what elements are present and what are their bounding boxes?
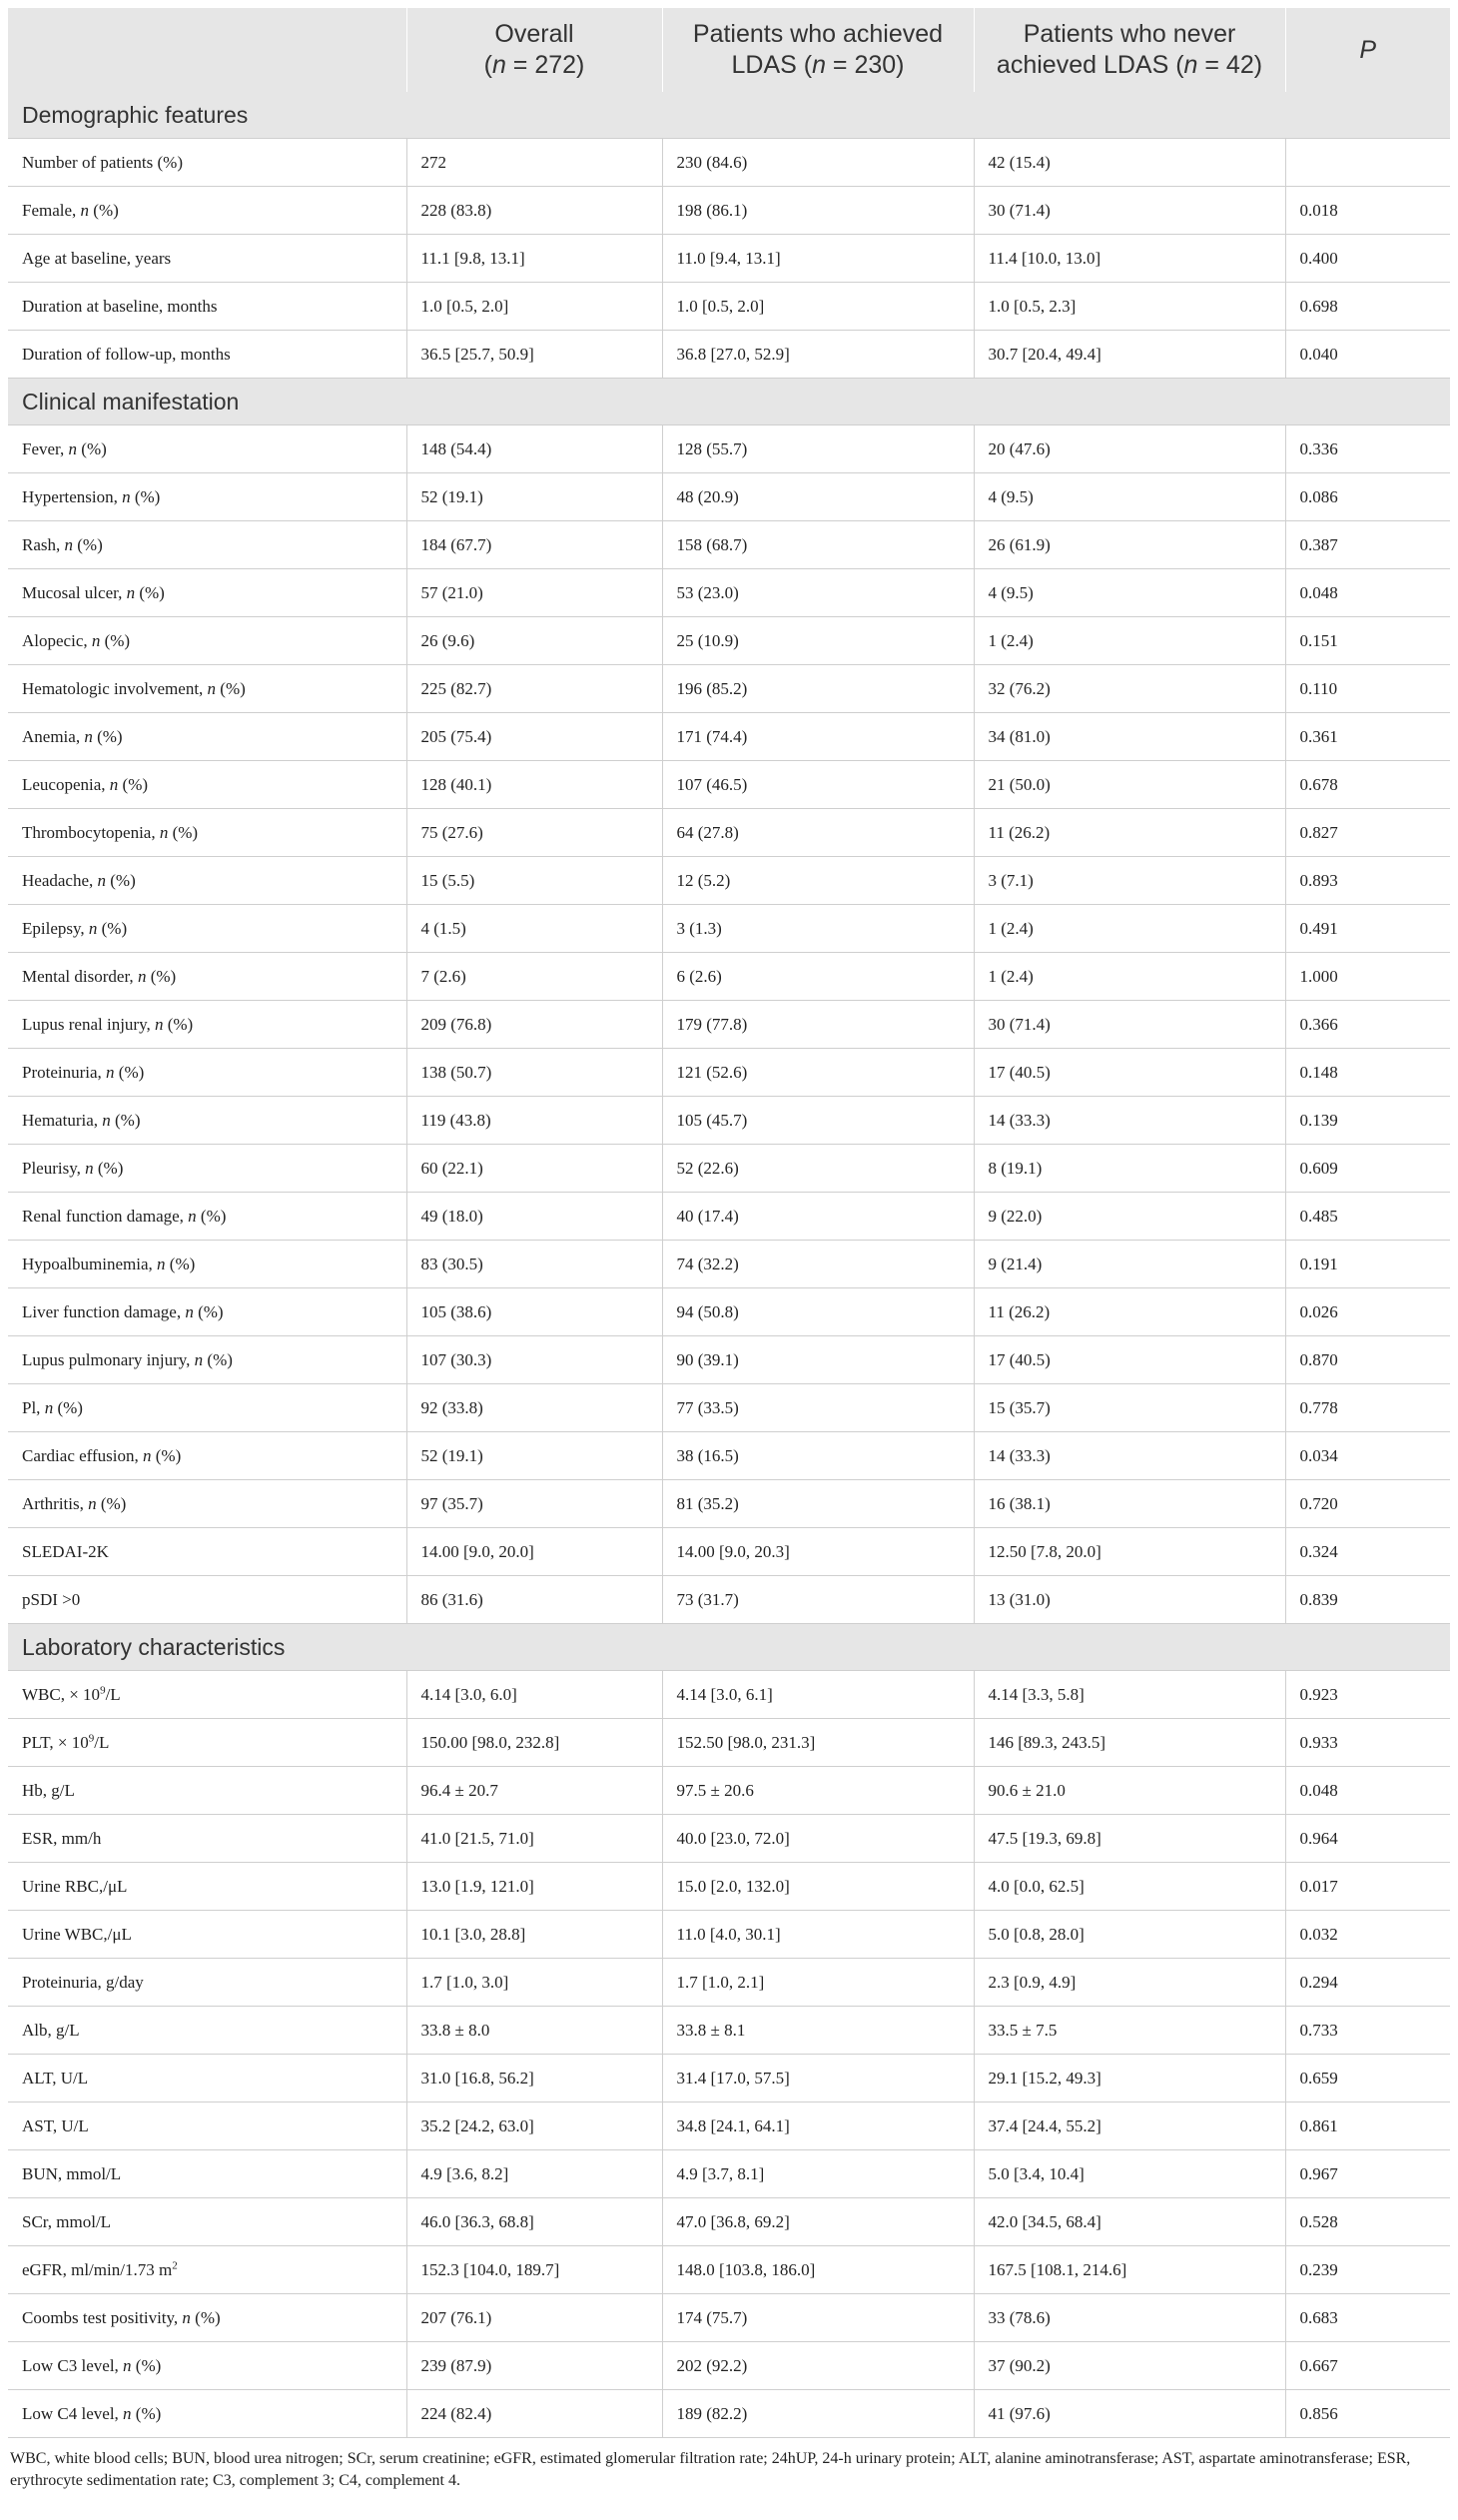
cell-p-value: 0.933 bbox=[1285, 1719, 1450, 1767]
cell-never-ldas: 42 (15.4) bbox=[974, 139, 1285, 187]
cell-never-ldas: 14 (33.3) bbox=[974, 1097, 1285, 1145]
section-header-row bbox=[8, 379, 1450, 425]
table-body bbox=[8, 92, 1450, 2438]
cell-overall: 33.8 ± 8.0 bbox=[406, 2007, 662, 2055]
table-row bbox=[8, 2102, 1450, 2150]
header-never-ldas: Patients who never achieved LDAS (n = 42) bbox=[974, 8, 1285, 92]
table-row bbox=[8, 2294, 1450, 2342]
cell-p-value: 0.026 bbox=[1285, 1288, 1450, 1336]
row-label: Arthritis, n (%) bbox=[8, 1480, 406, 1528]
cell-achieved-ldas: 6 (2.6) bbox=[662, 953, 974, 1001]
cell-overall: 225 (82.7) bbox=[406, 665, 662, 713]
cell-achieved-ldas: 25 (10.9) bbox=[662, 617, 974, 665]
cell-never-ldas: 3 (7.1) bbox=[974, 857, 1285, 905]
cell-overall: 26 (9.6) bbox=[406, 617, 662, 665]
cell-achieved-ldas: 40 (17.4) bbox=[662, 1193, 974, 1241]
cell-never-ldas: 16 (38.1) bbox=[974, 1480, 1285, 1528]
table-row bbox=[8, 857, 1450, 905]
table-row bbox=[8, 1097, 1450, 1145]
cell-overall: 119 (43.8) bbox=[406, 1097, 662, 1145]
section-title: Clinical manifestation bbox=[8, 379, 1450, 425]
table-row bbox=[8, 617, 1450, 665]
cell-overall: 35.2 [24.2, 63.0] bbox=[406, 2102, 662, 2150]
cell-overall: 128 (40.1) bbox=[406, 761, 662, 809]
cell-achieved-ldas: 52 (22.6) bbox=[662, 1145, 974, 1193]
cell-p-value: 0.387 bbox=[1285, 521, 1450, 569]
row-label: SLEDAI-2K bbox=[8, 1528, 406, 1576]
table-row bbox=[8, 473, 1450, 521]
cell-achieved-ldas: 73 (31.7) bbox=[662, 1576, 974, 1624]
cell-never-ldas: 4.0 [0.0, 62.5] bbox=[974, 1863, 1285, 1911]
cell-overall: 11.1 [9.8, 13.1] bbox=[406, 235, 662, 283]
table-row bbox=[8, 1193, 1450, 1241]
row-label: Rash, n (%) bbox=[8, 521, 406, 569]
cell-overall: 10.1 [3.0, 28.8] bbox=[406, 1911, 662, 1959]
row-label: Low C3 level, n (%) bbox=[8, 2342, 406, 2390]
cell-never-ldas: 4 (9.5) bbox=[974, 473, 1285, 521]
cell-achieved-ldas: 179 (77.8) bbox=[662, 1001, 974, 1049]
cell-p-value: 0.839 bbox=[1285, 1576, 1450, 1624]
row-label: Lupus renal injury, n (%) bbox=[8, 1001, 406, 1049]
cell-never-ldas: 13 (31.0) bbox=[974, 1576, 1285, 1624]
header-p-value: P bbox=[1285, 8, 1450, 92]
row-label: ESR, mm/h bbox=[8, 1815, 406, 1863]
table-row bbox=[8, 761, 1450, 809]
section-header-row bbox=[8, 92, 1450, 139]
cell-never-ldas: 37 (90.2) bbox=[974, 2342, 1285, 2390]
cell-overall: 184 (67.7) bbox=[406, 521, 662, 569]
row-label: Pl, n (%) bbox=[8, 1384, 406, 1432]
cell-achieved-ldas: 1.0 [0.5, 2.0] bbox=[662, 283, 974, 331]
row-label: Age at baseline, years bbox=[8, 235, 406, 283]
row-label: ALT, U/L bbox=[8, 2055, 406, 2102]
table-row bbox=[8, 1719, 1450, 1767]
header-overall: Overall (n = 272) bbox=[406, 8, 662, 92]
table-row bbox=[8, 1336, 1450, 1384]
cell-overall: 152.3 [104.0, 189.7] bbox=[406, 2246, 662, 2294]
row-label: Thrombocytopenia, n (%) bbox=[8, 809, 406, 857]
cell-achieved-ldas: 40.0 [23.0, 72.0] bbox=[662, 1815, 974, 1863]
cell-p-value: 0.366 bbox=[1285, 1001, 1450, 1049]
cell-p-value: 0.698 bbox=[1285, 283, 1450, 331]
cell-never-ldas: 146 [89.3, 243.5] bbox=[974, 1719, 1285, 1767]
table-row bbox=[8, 1049, 1450, 1097]
cell-achieved-ldas: 230 (84.6) bbox=[662, 139, 974, 187]
table-row bbox=[8, 2150, 1450, 2198]
row-label: Alopecic, n (%) bbox=[8, 617, 406, 665]
row-label: Proteinuria, n (%) bbox=[8, 1049, 406, 1097]
table-row bbox=[8, 2055, 1450, 2102]
cell-p-value: 0.528 bbox=[1285, 2198, 1450, 2246]
row-label: PLT, × $10^9/L$ bbox=[8, 1719, 406, 1767]
cell-achieved-ldas: 107 (46.5) bbox=[662, 761, 974, 809]
cell-p-value: 0.827 bbox=[1285, 809, 1450, 857]
cell-p-value: 0.923 bbox=[1285, 1671, 1450, 1719]
cell-achieved-ldas: 36.8 [27.0, 52.9] bbox=[662, 331, 974, 379]
cell-overall: 75 (27.6) bbox=[406, 809, 662, 857]
table-row bbox=[8, 2342, 1450, 2390]
row-label: Mucosal ulcer, n (%) bbox=[8, 569, 406, 617]
cell-p-value: 0.964 bbox=[1285, 1815, 1450, 1863]
cell-achieved-ldas: 81 (35.2) bbox=[662, 1480, 974, 1528]
cell-p-value: 0.110 bbox=[1285, 665, 1450, 713]
cell-p-value: 0.967 bbox=[1285, 2150, 1450, 2198]
cell-never-ldas: 14 (33.3) bbox=[974, 1432, 1285, 1480]
cell-never-ldas: 29.1 [15.2, 49.3] bbox=[974, 2055, 1285, 2102]
table-container bbox=[8, 8, 1450, 2492]
cell-never-ldas: 2.3 [0.9, 4.9] bbox=[974, 1959, 1285, 2007]
table-row bbox=[8, 1001, 1450, 1049]
cell-never-ldas: 8 (19.1) bbox=[974, 1145, 1285, 1193]
cell-never-ldas: 11.4 [10.0, 13.0] bbox=[974, 235, 1285, 283]
table-row bbox=[8, 1576, 1450, 1624]
table-row bbox=[8, 331, 1450, 379]
cell-overall: 86 (31.6) bbox=[406, 1576, 662, 1624]
cell-achieved-ldas: 12 (5.2) bbox=[662, 857, 974, 905]
cell-never-ldas: 42.0 [34.5, 68.4] bbox=[974, 2198, 1285, 2246]
cell-achieved-ldas: 128 (55.7) bbox=[662, 425, 974, 473]
row-label: Liver function damage, n (%) bbox=[8, 1288, 406, 1336]
cell-overall: 272 bbox=[406, 139, 662, 187]
cell-never-ldas: 1 (2.4) bbox=[974, 953, 1285, 1001]
row-label: Hematuria, n (%) bbox=[8, 1097, 406, 1145]
cell-never-ldas: 167.5 [108.1, 214.6] bbox=[974, 2246, 1285, 2294]
cell-overall: 150.00 [98.0, 232.8] bbox=[406, 1719, 662, 1767]
cell-p-value: 0.491 bbox=[1285, 905, 1450, 953]
cell-never-ldas: 20 (47.6) bbox=[974, 425, 1285, 473]
cell-overall: 224 (82.4) bbox=[406, 2390, 662, 2438]
row-label: Low C4 level, n (%) bbox=[8, 2390, 406, 2438]
table-row bbox=[8, 1863, 1450, 1911]
table-row bbox=[8, 713, 1450, 761]
cell-overall: 49 (18.0) bbox=[406, 1193, 662, 1241]
cell-p-value: 0.017 bbox=[1285, 1863, 1450, 1911]
row-label: Urine WBC,/μL bbox=[8, 1911, 406, 1959]
row-label: AST, U/L bbox=[8, 2102, 406, 2150]
cell-p-value: 0.086 bbox=[1285, 473, 1450, 521]
row-label: Pleurisy, n (%) bbox=[8, 1145, 406, 1193]
cell-achieved-ldas: 105 (45.7) bbox=[662, 1097, 974, 1145]
cell-p-value: 0.870 bbox=[1285, 1336, 1450, 1384]
cell-achieved-ldas: 31.4 [17.0, 57.5] bbox=[662, 2055, 974, 2102]
cell-overall: 205 (75.4) bbox=[406, 713, 662, 761]
cell-overall: 60 (22.1) bbox=[406, 1145, 662, 1193]
table-row bbox=[8, 569, 1450, 617]
cell-achieved-ldas: 11.0 [9.4, 13.1] bbox=[662, 235, 974, 283]
cell-achieved-ldas: 152.50 [98.0, 231.3] bbox=[662, 1719, 974, 1767]
cell-never-ldas: 15 (35.7) bbox=[974, 1384, 1285, 1432]
cell-never-ldas: 30 (71.4) bbox=[974, 1001, 1285, 1049]
cell-overall: 14.00 [9.0, 20.0] bbox=[406, 1528, 662, 1576]
row-label: Hb, g/L bbox=[8, 1767, 406, 1815]
table-row bbox=[8, 809, 1450, 857]
cell-overall: 46.0 [36.3, 68.8] bbox=[406, 2198, 662, 2246]
cell-achieved-ldas: 77 (33.5) bbox=[662, 1384, 974, 1432]
table-row bbox=[8, 953, 1450, 1001]
cell-never-ldas: 5.0 [0.8, 28.0] bbox=[974, 1911, 1285, 1959]
cell-overall: 96.4 ± 20.7 bbox=[406, 1767, 662, 1815]
cell-never-ldas: 11 (26.2) bbox=[974, 809, 1285, 857]
cell-achieved-ldas: 74 (32.2) bbox=[662, 1241, 974, 1288]
row-label: Anemia, n (%) bbox=[8, 713, 406, 761]
cell-overall: 15 (5.5) bbox=[406, 857, 662, 905]
cell-p-value: 0.861 bbox=[1285, 2102, 1450, 2150]
table-row bbox=[8, 2007, 1450, 2055]
cell-overall: 92 (33.8) bbox=[406, 1384, 662, 1432]
section-header-row bbox=[8, 1624, 1450, 1671]
cell-never-ldas: 30.7 [20.4, 49.4] bbox=[974, 331, 1285, 379]
cell-never-ldas: 32 (76.2) bbox=[974, 665, 1285, 713]
row-label: Renal function damage, n (%) bbox=[8, 1193, 406, 1241]
cell-never-ldas: 1 (2.4) bbox=[974, 905, 1285, 953]
cell-overall: 7 (2.6) bbox=[406, 953, 662, 1001]
cell-achieved-ldas: 148.0 [103.8, 186.0] bbox=[662, 2246, 974, 2294]
row-label: Female, n (%) bbox=[8, 187, 406, 235]
cell-never-ldas: 4.14 [3.3, 5.8] bbox=[974, 1671, 1285, 1719]
cell-achieved-ldas: 3 (1.3) bbox=[662, 905, 974, 953]
row-label: Hematologic involvement, n (%) bbox=[8, 665, 406, 713]
cell-achieved-ldas: 15.0 [2.0, 132.0] bbox=[662, 1863, 974, 1911]
row-label: Alb, g/L bbox=[8, 2007, 406, 2055]
cell-p-value: 0.667 bbox=[1285, 2342, 1450, 2390]
cell-p-value: 0.148 bbox=[1285, 1049, 1450, 1097]
header-achieved-ldas: Patients who achieved LDAS (n = 230) bbox=[662, 8, 974, 92]
cell-never-ldas: 33.5 ± 7.5 bbox=[974, 2007, 1285, 2055]
table-row bbox=[8, 2198, 1450, 2246]
cell-achieved-ldas: 64 (27.8) bbox=[662, 809, 974, 857]
cell-p-value: 0.400 bbox=[1285, 235, 1450, 283]
cell-never-ldas: 5.0 [3.4, 10.4] bbox=[974, 2150, 1285, 2198]
table-row bbox=[8, 521, 1450, 569]
cell-p-value: 0.609 bbox=[1285, 1145, 1450, 1193]
cell-overall: 13.0 [1.9, 121.0] bbox=[406, 1863, 662, 1911]
cell-overall: 57 (21.0) bbox=[406, 569, 662, 617]
table-row bbox=[8, 1241, 1450, 1288]
cell-p-value: 0.151 bbox=[1285, 617, 1450, 665]
cell-achieved-ldas: 189 (82.2) bbox=[662, 2390, 974, 2438]
table-row bbox=[8, 139, 1450, 187]
cell-achieved-ldas: 196 (85.2) bbox=[662, 665, 974, 713]
data-table bbox=[8, 8, 1450, 2438]
cell-p-value: 1.000 bbox=[1285, 953, 1450, 1001]
cell-achieved-ldas: 34.8 [24.1, 64.1] bbox=[662, 2102, 974, 2150]
cell-p-value: 0.048 bbox=[1285, 1767, 1450, 1815]
header-row bbox=[8, 8, 1450, 92]
cell-achieved-ldas: 198 (86.1) bbox=[662, 187, 974, 235]
cell-achieved-ldas: 48 (20.9) bbox=[662, 473, 974, 521]
cell-p-value: 0.659 bbox=[1285, 2055, 1450, 2102]
cell-overall: 1.7 [1.0, 3.0] bbox=[406, 1959, 662, 2007]
cell-p-value: 0.485 bbox=[1285, 1193, 1450, 1241]
cell-never-ldas: 11 (26.2) bbox=[974, 1288, 1285, 1336]
cell-p-value: 0.034 bbox=[1285, 1432, 1450, 1480]
cell-p-value: 0.893 bbox=[1285, 857, 1450, 905]
cell-overall: 207 (76.1) bbox=[406, 2294, 662, 2342]
cell-achieved-ldas: 97.5 ± 20.6 bbox=[662, 1767, 974, 1815]
row-label: Lupus pulmonary injury, n (%) bbox=[8, 1336, 406, 1384]
cell-p-value: 0.720 bbox=[1285, 1480, 1450, 1528]
cell-p-value: 0.018 bbox=[1285, 187, 1450, 235]
cell-overall: 52 (19.1) bbox=[406, 1432, 662, 1480]
cell-never-ldas: 47.5 [19.3, 69.8] bbox=[974, 1815, 1285, 1863]
cell-p-value: 0.191 bbox=[1285, 1241, 1450, 1288]
table-row bbox=[8, 2390, 1450, 2438]
cell-p-value: 0.139 bbox=[1285, 1097, 1450, 1145]
cell-never-ldas: 1.0 [0.5, 2.3] bbox=[974, 283, 1285, 331]
cell-achieved-ldas: 53 (23.0) bbox=[662, 569, 974, 617]
cell-p-value: 0.361 bbox=[1285, 713, 1450, 761]
row-label: SCr, mmol/L bbox=[8, 2198, 406, 2246]
cell-p-value: 0.733 bbox=[1285, 2007, 1450, 2055]
cell-never-ldas: 90.6 ± 21.0 bbox=[974, 1767, 1285, 1815]
cell-overall: 209 (76.8) bbox=[406, 1001, 662, 1049]
cell-achieved-ldas: 121 (52.6) bbox=[662, 1049, 974, 1097]
cell-achieved-ldas: 11.0 [4.0, 30.1] bbox=[662, 1911, 974, 1959]
cell-p-value: 0.683 bbox=[1285, 2294, 1450, 2342]
footnote: WBC, white blood cells; BUN, blood urea nitrogen; SCr, serum creatinine; eGFR, estimated glomerular filtration rate; 24hUP, 24-h urinary protein; ALT, alanine aminotransferase; AST, aspartate aminotransferase; ESR, erythrocyte sedimentation rate; C3, complement 3; C4, complement 4. bbox=[10, 2450, 1411, 2489]
row-label: eGFR, ml/min/1.73 $m^2$ bbox=[8, 2246, 406, 2294]
section-title: Laboratory characteristics bbox=[8, 1624, 1450, 1671]
cell-overall: 36.5 [25.7, 50.9] bbox=[406, 331, 662, 379]
cell-overall: 138 (50.7) bbox=[406, 1049, 662, 1097]
table-row bbox=[8, 1911, 1450, 1959]
row-label: WBC, × $10^9/L$ bbox=[8, 1671, 406, 1719]
cell-never-ldas: 12.50 [7.8, 20.0] bbox=[974, 1528, 1285, 1576]
cell-overall: 1.0 [0.5, 2.0] bbox=[406, 283, 662, 331]
cell-overall: 239 (87.9) bbox=[406, 2342, 662, 2390]
cell-never-ldas: 4 (9.5) bbox=[974, 569, 1285, 617]
cell-achieved-ldas: 1.7 [1.0, 2.1] bbox=[662, 1959, 974, 2007]
cell-overall: 83 (30.5) bbox=[406, 1241, 662, 1288]
cell-never-ldas: 26 (61.9) bbox=[974, 521, 1285, 569]
cell-achieved-ldas: 174 (75.7) bbox=[662, 2294, 974, 2342]
row-label: Urine RBC,/μL bbox=[8, 1863, 406, 1911]
cell-p-value: 0.678 bbox=[1285, 761, 1450, 809]
cell-overall: 228 (83.8) bbox=[406, 187, 662, 235]
header-variable bbox=[8, 8, 406, 92]
cell-p-value: 0.336 bbox=[1285, 425, 1450, 473]
cell-overall: 105 (38.6) bbox=[406, 1288, 662, 1336]
cell-never-ldas: 17 (40.5) bbox=[974, 1049, 1285, 1097]
cell-p-value: 0.239 bbox=[1285, 2246, 1450, 2294]
cell-achieved-ldas: 90 (39.1) bbox=[662, 1336, 974, 1384]
cell-never-ldas: 37.4 [24.4, 55.2] bbox=[974, 2102, 1285, 2150]
cell-overall: 31.0 [16.8, 56.2] bbox=[406, 2055, 662, 2102]
row-label: Cardiac effusion, n (%) bbox=[8, 1432, 406, 1480]
section-title: Demographic features bbox=[8, 92, 1450, 139]
table-row bbox=[8, 1528, 1450, 1576]
cell-p-value: 0.048 bbox=[1285, 569, 1450, 617]
row-label: Proteinuria, g/day bbox=[8, 1959, 406, 2007]
cell-overall: 4.14 [3.0, 6.0] bbox=[406, 1671, 662, 1719]
cell-overall: 97 (35.7) bbox=[406, 1480, 662, 1528]
cell-achieved-ldas: 202 (92.2) bbox=[662, 2342, 974, 2390]
cell-achieved-ldas: 171 (74.4) bbox=[662, 713, 974, 761]
cell-achieved-ldas: 158 (68.7) bbox=[662, 521, 974, 569]
table-row bbox=[8, 1959, 1450, 2007]
cell-overall: 107 (30.3) bbox=[406, 1336, 662, 1384]
table-row bbox=[8, 2246, 1450, 2294]
cell-achieved-ldas: 14.00 [9.0, 20.3] bbox=[662, 1528, 974, 1576]
row-label: Number of patients (%) bbox=[8, 139, 406, 187]
table-row bbox=[8, 905, 1450, 953]
cell-p-value: 0.856 bbox=[1285, 2390, 1450, 2438]
cell-never-ldas: 34 (81.0) bbox=[974, 713, 1285, 761]
cell-p-value: 0.032 bbox=[1285, 1911, 1450, 1959]
cell-overall: 4 (1.5) bbox=[406, 905, 662, 953]
row-label: pSDI >0 bbox=[8, 1576, 406, 1624]
row-label: Fever, n (%) bbox=[8, 425, 406, 473]
table-row bbox=[8, 1767, 1450, 1815]
row-label: Hypertension, n (%) bbox=[8, 473, 406, 521]
row-label: Duration at baseline, months bbox=[8, 283, 406, 331]
cell-never-ldas: 9 (21.4) bbox=[974, 1241, 1285, 1288]
cell-never-ldas: 1 (2.4) bbox=[974, 617, 1285, 665]
table-row bbox=[8, 235, 1450, 283]
cell-never-ldas: 17 (40.5) bbox=[974, 1336, 1285, 1384]
table-row bbox=[8, 1815, 1450, 1863]
table-row bbox=[8, 1480, 1450, 1528]
cell-achieved-ldas: 4.14 [3.0, 6.1] bbox=[662, 1671, 974, 1719]
cell-achieved-ldas: 38 (16.5) bbox=[662, 1432, 974, 1480]
cell-achieved-ldas: 4.9 [3.7, 8.1] bbox=[662, 2150, 974, 2198]
cell-achieved-ldas: 33.8 ± 8.1 bbox=[662, 2007, 974, 2055]
cell-p-value: 0.294 bbox=[1285, 1959, 1450, 2007]
cell-p-value: 0.324 bbox=[1285, 1528, 1450, 1576]
cell-overall: 4.9 [3.6, 8.2] bbox=[406, 2150, 662, 2198]
cell-never-ldas: 33 (78.6) bbox=[974, 2294, 1285, 2342]
cell-never-ldas: 21 (50.0) bbox=[974, 761, 1285, 809]
table-row bbox=[8, 1671, 1450, 1719]
row-label: Headache, n (%) bbox=[8, 857, 406, 905]
row-label: Epilepsy, n (%) bbox=[8, 905, 406, 953]
row-label: Leucopenia, n (%) bbox=[8, 761, 406, 809]
cell-achieved-ldas: 94 (50.8) bbox=[662, 1288, 974, 1336]
table-row bbox=[8, 425, 1450, 473]
row-label: Hypoalbuminemia, n (%) bbox=[8, 1241, 406, 1288]
row-label: BUN, mmol/L bbox=[8, 2150, 406, 2198]
cell-overall: 52 (19.1) bbox=[406, 473, 662, 521]
table-row bbox=[8, 1145, 1450, 1193]
cell-achieved-ldas: 47.0 [36.8, 69.2] bbox=[662, 2198, 974, 2246]
table-row bbox=[8, 187, 1450, 235]
cell-never-ldas: 9 (22.0) bbox=[974, 1193, 1285, 1241]
cell-p-value bbox=[1285, 139, 1450, 187]
cell-p-value: 0.778 bbox=[1285, 1384, 1450, 1432]
cell-p-value: 0.040 bbox=[1285, 331, 1450, 379]
cell-never-ldas: 41 (97.6) bbox=[974, 2390, 1285, 2438]
cell-never-ldas: 30 (71.4) bbox=[974, 187, 1285, 235]
cell-overall: 148 (54.4) bbox=[406, 425, 662, 473]
row-label: Coombs test positivity, n (%) bbox=[8, 2294, 406, 2342]
table-row bbox=[8, 1288, 1450, 1336]
row-label: Duration of follow-up, months bbox=[8, 331, 406, 379]
table-row bbox=[8, 283, 1450, 331]
cell-overall: 41.0 [21.5, 71.0] bbox=[406, 1815, 662, 1863]
table-row bbox=[8, 1432, 1450, 1480]
table-row bbox=[8, 1384, 1450, 1432]
table-row bbox=[8, 665, 1450, 713]
row-label: Mental disorder, n (%) bbox=[8, 953, 406, 1001]
